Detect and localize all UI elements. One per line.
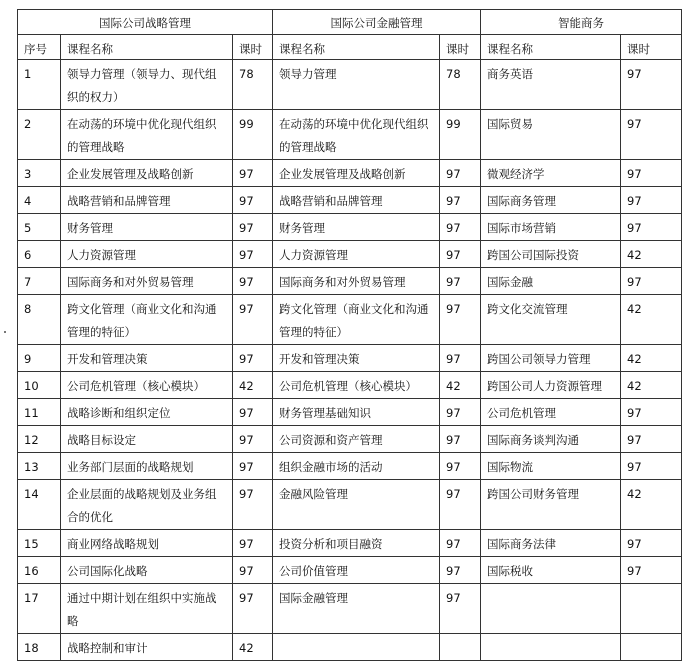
group-header-row: [18, 10, 682, 35]
finance-course-name: 国际商务和对外贸易管理: [273, 268, 440, 295]
business-course-name: 跨国公司国际投资: [481, 241, 621, 268]
finance-course-hours: 97: [440, 160, 481, 187]
table-row: [18, 268, 682, 295]
strategy-course-hours: 97: [233, 295, 273, 345]
row-seq: 4: [18, 187, 61, 214]
strategy-course-name: 企业发展管理及战略创新: [61, 160, 233, 187]
strategy-course-name: 业务部门层面的战略规划: [61, 453, 233, 480]
finance-course-name: [273, 634, 440, 661]
finance-course-name: 企业发展管理及战略创新: [273, 160, 440, 187]
row-seq: 17: [18, 584, 61, 634]
strategy-course-hours: 99: [233, 110, 273, 160]
strategy-course-hours: 97: [233, 268, 273, 295]
business-course-name: [481, 584, 621, 634]
business-course-hours: 97: [621, 110, 682, 160]
table-row: [18, 480, 682, 530]
business-course-name: 国际市场营销: [481, 214, 621, 241]
table-row: [18, 530, 682, 557]
finance-course-name: 公司价值管理: [273, 557, 440, 584]
strategy-course-name: 国际商务和对外贸易管理: [61, 268, 233, 295]
strategy-course-hours: 97: [233, 214, 273, 241]
table-row: [18, 345, 682, 372]
finance-course-hours: 97: [440, 426, 481, 453]
strategy-course-hours: 97: [233, 160, 273, 187]
strategy-course-name: 企业层面的战略规划及业务组合的优化: [61, 480, 233, 530]
strategy-course-name: 商业网络战略规划: [61, 530, 233, 557]
row-seq: 12: [18, 426, 61, 453]
table-row: [18, 399, 682, 426]
business-course-hours: 97: [621, 187, 682, 214]
strategy-course-name: 公司危机管理（核心模块）: [61, 372, 233, 399]
table-row: [18, 110, 682, 160]
strategy-course-name: 在动荡的环境中优化现代组织的管理战略: [61, 110, 233, 160]
business-course-name: 国际税收: [481, 557, 621, 584]
business-course-name: 国际物流: [481, 453, 621, 480]
course-table: [17, 9, 682, 661]
row-seq: 18: [18, 634, 61, 661]
header-course-name: 课程名称: [481, 35, 621, 60]
business-course-hours: 42: [621, 241, 682, 268]
group-header-strategy: 国际公司战略管理: [18, 10, 273, 35]
finance-course-name: 财务管理基础知识: [273, 399, 440, 426]
finance-course-hours: 97: [440, 187, 481, 214]
finance-course-hours: 97: [440, 480, 481, 530]
header-seq: 序号: [18, 35, 61, 60]
business-course-name: 跨国公司人力资源管理: [481, 372, 621, 399]
strategy-course-hours: 42: [233, 372, 273, 399]
header-hours: 课时: [621, 35, 682, 60]
table-row: [18, 557, 682, 584]
strategy-course-hours: 97: [233, 530, 273, 557]
finance-course-hours: 99: [440, 110, 481, 160]
strategy-course-name: 战略营销和品牌管理: [61, 187, 233, 214]
column-header-row: [18, 35, 682, 60]
business-course-name: [481, 634, 621, 661]
finance-course-hours: 97: [440, 241, 481, 268]
table-row: [18, 214, 682, 241]
finance-course-hours: 42: [440, 372, 481, 399]
business-course-hours: 97: [621, 530, 682, 557]
business-course-name: 微观经济学: [481, 160, 621, 187]
business-course-name: 国际贸易: [481, 110, 621, 160]
business-course-hours: 42: [621, 295, 682, 345]
finance-course-hours: 78: [440, 60, 481, 110]
strategy-course-hours: 97: [233, 584, 273, 634]
business-course-name: 国际商务管理: [481, 187, 621, 214]
row-seq: 11: [18, 399, 61, 426]
finance-course-hours: 97: [440, 530, 481, 557]
finance-course-hours: 97: [440, 214, 481, 241]
margin-mark: [4, 331, 6, 333]
finance-course-hours: 97: [440, 399, 481, 426]
finance-course-name: 国际金融管理: [273, 584, 440, 634]
business-course-hours: 42: [621, 345, 682, 372]
strategy-course-name: 战略目标设定: [61, 426, 233, 453]
finance-course-name: 公司危机管理（核心模块）: [273, 372, 440, 399]
strategy-course-name: 人力资源管理: [61, 241, 233, 268]
strategy-course-hours: 97: [233, 453, 273, 480]
row-seq: 5: [18, 214, 61, 241]
business-course-hours: 97: [621, 214, 682, 241]
strategy-course-hours: 42: [233, 634, 273, 661]
table-row: [18, 426, 682, 453]
finance-course-hours: 97: [440, 268, 481, 295]
strategy-course-hours: 78: [233, 60, 273, 110]
finance-course-hours: 97: [440, 584, 481, 634]
header-course-name: 课程名称: [273, 35, 440, 60]
row-seq: 14: [18, 480, 61, 530]
business-course-name: 国际金融: [481, 268, 621, 295]
finance-course-name: 跨文化管理（商业文化和沟通管理的特征）: [273, 295, 440, 345]
table-row: [18, 60, 682, 110]
row-seq: 6: [18, 241, 61, 268]
table-row: [18, 187, 682, 214]
business-course-hours: 97: [621, 60, 682, 110]
finance-course-name: 财务管理: [273, 214, 440, 241]
row-seq: 7: [18, 268, 61, 295]
strategy-course-name: 跨文化管理（商业文化和沟通管理的特征）: [61, 295, 233, 345]
table-row: [18, 295, 682, 345]
finance-course-hours: 97: [440, 295, 481, 345]
business-course-hours: 97: [621, 268, 682, 295]
business-course-hours: 42: [621, 480, 682, 530]
strategy-course-hours: 97: [233, 187, 273, 214]
strategy-course-hours: 97: [233, 557, 273, 584]
table-row: [18, 241, 682, 268]
row-seq: 10: [18, 372, 61, 399]
finance-course-hours: 97: [440, 557, 481, 584]
finance-course-hours: [440, 634, 481, 661]
table-row: [18, 160, 682, 187]
finance-course-name: 组织金融市场的活动: [273, 453, 440, 480]
business-course-hours: [621, 634, 682, 661]
business-course-hours: 97: [621, 399, 682, 426]
business-course-name: 商务英语: [481, 60, 621, 110]
row-seq: 3: [18, 160, 61, 187]
table-row: [18, 584, 682, 634]
strategy-course-hours: 97: [233, 345, 273, 372]
business-course-name: 国际商务谈判沟通: [481, 426, 621, 453]
table-row: [18, 372, 682, 399]
finance-course-name: 公司资源和资产管理: [273, 426, 440, 453]
strategy-course-name: 战略诊断和组织定位: [61, 399, 233, 426]
strategy-course-name: 公司国际化战略: [61, 557, 233, 584]
finance-course-name: 人力资源管理: [273, 241, 440, 268]
finance-course-name: 在动荡的环境中优化现代组织的管理战略: [273, 110, 440, 160]
business-course-name: 国际商务法律: [481, 530, 621, 557]
finance-course-name: 投资分析和项目融资: [273, 530, 440, 557]
strategy-course-name: 战略控制和审计: [61, 634, 233, 661]
row-seq: 2: [18, 110, 61, 160]
business-course-name: 跨国公司领导力管理: [481, 345, 621, 372]
strategy-course-name: 开发和管理决策: [61, 345, 233, 372]
row-seq: 16: [18, 557, 61, 584]
header-hours: 课时: [233, 35, 273, 60]
business-course-hours: 97: [621, 426, 682, 453]
header-course-name: 课程名称: [61, 35, 233, 60]
row-seq: 1: [18, 60, 61, 110]
business-course-hours: 97: [621, 160, 682, 187]
row-seq: 8: [18, 295, 61, 345]
row-seq: 13: [18, 453, 61, 480]
business-course-hours: [621, 584, 682, 634]
business-course-hours: 42: [621, 372, 682, 399]
strategy-course-hours: 97: [233, 426, 273, 453]
business-course-name: 公司危机管理: [481, 399, 621, 426]
row-seq: 15: [18, 530, 61, 557]
business-course-hours: 97: [621, 557, 682, 584]
finance-course-hours: 97: [440, 345, 481, 372]
row-seq: 9: [18, 345, 61, 372]
business-course-name: 跨文化交流管理: [481, 295, 621, 345]
finance-course-name: 开发和管理决策: [273, 345, 440, 372]
header-hours: 课时: [440, 35, 481, 60]
strategy-course-name: 通过中期计划在组织中实施战略: [61, 584, 233, 634]
strategy-course-name: 财务管理: [61, 214, 233, 241]
strategy-course-hours: 97: [233, 480, 273, 530]
finance-course-hours: 97: [440, 453, 481, 480]
group-header-business: 智能商务: [481, 10, 682, 35]
finance-course-name: 战略营销和品牌管理: [273, 187, 440, 214]
business-course-hours: 97: [621, 453, 682, 480]
table-row: [18, 453, 682, 480]
group-header-finance: 国际公司金融管理: [273, 10, 481, 35]
business-course-name: 跨国公司财务管理: [481, 480, 621, 530]
strategy-course-hours: 97: [233, 241, 273, 268]
strategy-course-name: 领导力管理（领导力、现代组织的权力）: [61, 60, 233, 110]
table-row: [18, 634, 682, 661]
finance-course-name: 金融风险管理: [273, 480, 440, 530]
strategy-course-hours: 97: [233, 399, 273, 426]
finance-course-name: 领导力管理: [273, 60, 440, 110]
